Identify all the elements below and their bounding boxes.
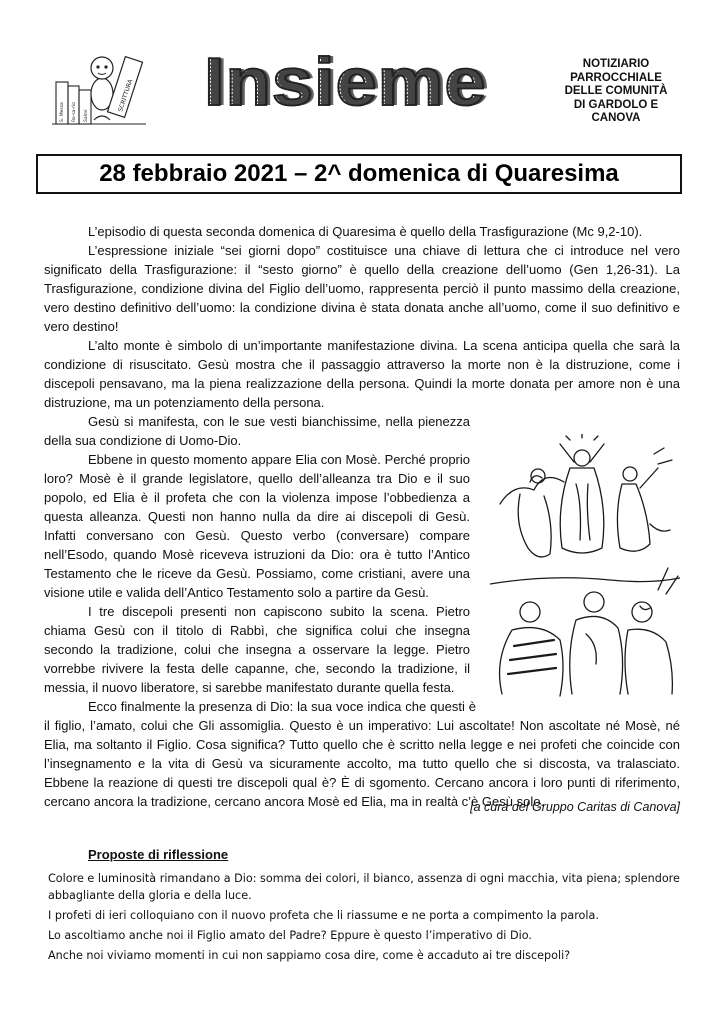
subtitle-line: DELLE COMUNITÀ — [564, 85, 668, 97]
reflection-item: Lo ascoltiamo anche noi il Figlio amato del Padre? Eppure è questo l’imperativo di Dio. — [48, 929, 532, 942]
subtitle-line: NOTIZIARIO — [582, 58, 650, 70]
article-paragraph: L’episodio di questa seconda domenica di Quaresima è quello della Trasfigurazione (Mc 9,2-10). — [88, 224, 643, 239]
newsletter-title: Insieme — [204, 43, 487, 120]
subtitle-line: CANOVA — [591, 112, 641, 124]
masthead — [50, 40, 680, 132]
newsletter-subtitle — [554, 58, 678, 126]
article-paragraph: I tre discepoli presenti non capiscono subito la scena. Pietro chiama Gesù con il titolo di Rabbì, che significa colui che insegna secondo la tradizione, colui che insegna a osservare la legge. Pietro vorrebbe rivivere la festa delle capanne, che, secondo la tradizione, il messia, il nuovo liberatore, si sarebbe manifestato durante quella festa. — [44, 604, 470, 695]
reflection-item: Anche noi viviamo momenti in cui non sappiamo cosa dire, come è accaduto ai tre discepoli? — [48, 949, 571, 962]
date-header-box — [36, 154, 682, 194]
subtitle-line: DI GARDOLO E — [573, 98, 659, 111]
article-signature: [a cura del Gruppo Caritas di Canova] — [470, 800, 680, 814]
subtitle-line: PARROCCHIALE — [570, 71, 662, 84]
book-spine-messa: S. Messa — [60, 102, 65, 122]
date-title: 28 febbraio 2021 – 2^ domenica di Quaresima — [99, 160, 619, 187]
book-spine-rosario: Ro-sa-rio — [72, 102, 77, 122]
reflection-section-title: Proposte di riflessione — [88, 847, 229, 862]
article-paragraph: Ecco finalmente la presenza di Dio: la sua voce indica che questi è il figlio, l’amato, colui che Gli assomiglia. Questo è un imperativo: Lui ascoltate! Non ascoltate né Mosè, né Elia, ma soltanto il Figlio. Cosa significa? Tutto quello che è scritto nella legge e nei profeti che coincide con l’insegnamento e la vita di Gesù va sicuramente accolto, ma tutto quello che si discosta, va tralasciato. Ebbene la reazione di questi tre discepoli qual è? È di sgomento. Cercano ancora i loro punti di riferimento, cercano ancora la tradizione, cercano ancora Mosè ed Elia, ma in realtà c’è Gesù solo. — [44, 699, 680, 809]
article-paragraph: Ebbene in questo momento appare Elia con Mosè. Perché proprio loro? Mosè è il grande legislatore, quello dell’alleanza tra Dio e il suo popolo, ed Elia è il profeta che con la violenza impose l’obbedienza a questa alleanza. Questi non hanno nulla da dire ai discepoli di Gesù. Infatti conversano con Gesù. Questo verbo (conversare) compare nell’Esodo, quando Mosè riceveva istruzioni da Dio: ora è tutto l’Antico Testamento che le riceve da Gesù. Possiamo, come cristiani, avere una visione utile e valida dell’Antico Testamento solo a partire da Gesù. — [44, 452, 470, 600]
article-paragraph: L’alto monte è simbolo di un’importante manifestazione divina. La scena anticipa quella che sarà la condizione di risuscitato. Gesù mostra che il passaggio attraverso la morte non è la distruzione, come i discepoli pensavano, ma la piena realizzazione della persona. Quindi la morte donata per amore non è una distruzione, ma un potenziamento della persona. — [44, 338, 680, 410]
book-spine-scrittura: SCRITTURA — [117, 78, 135, 113]
article-body — [44, 222, 680, 811]
reflection-item: Colore e luminosità rimandano a Dio: somma dei colori, il bianco, assenza di ogni macchia, vita piena; splendore abbagliante della gloria e della luce. — [48, 872, 680, 902]
reflection-item: I profeti di ieri colloquiano con il nuovo profeta che li riassume e ne porta a compimento la parola. — [48, 909, 599, 922]
book-spine-salmi: Salmi — [84, 109, 89, 122]
article-paragraph: Gesù si manifesta, con le sue vesti bianchissime, nella pienezza della sua condizione di Uomo-Dio. — [44, 414, 470, 448]
bookworm-logo-icon — [50, 46, 150, 128]
article-paragraph: L’espressione iniziale “sei giorni dopo” costituisce una chiave di lettura che ci introduce nel vero significato della Trasfigurazione: il “sesto giorno” è quello della creazione dell’uomo (Gen 1,26-31). La Trasfigurazione, condizione divina del Figlio dell’uomo, rappresenta perciò il punto massimo della creazione, vero destino definitivo dell’uomo: la condizione divina è stata donata anche all’uomo, come il suo definitivo e vero destino! — [44, 243, 680, 334]
reflection-list — [48, 870, 684, 967]
transfiguration-illustration — [490, 434, 680, 702]
